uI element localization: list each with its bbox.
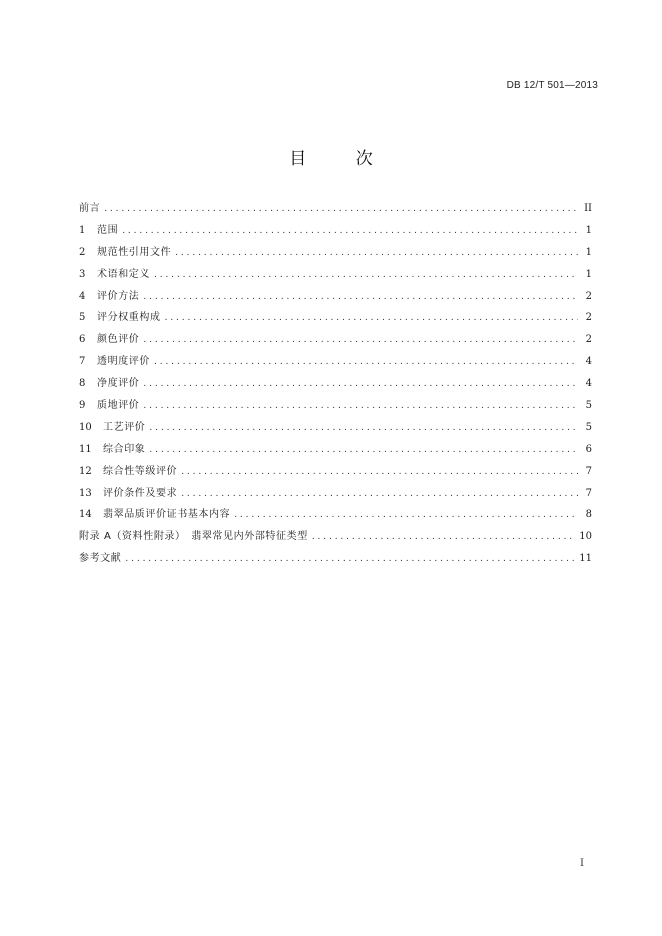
toc-entry-text: 参考文献 xyxy=(79,553,122,565)
toc-entry-text: 范围 xyxy=(97,224,119,236)
dot-leader xyxy=(312,527,575,549)
toc-entry-number: 6 xyxy=(79,334,86,346)
dot-leader xyxy=(149,418,578,440)
toc-entry-page: 5 xyxy=(585,400,592,412)
toc-entry-label xyxy=(79,373,141,395)
toc-entry-page: II xyxy=(584,203,592,214)
toc-entry-9[interactable] xyxy=(79,395,592,417)
toc-entry-number: 11 xyxy=(79,443,92,455)
toc-entry-10[interactable] xyxy=(79,417,592,439)
toc-entry-page: 1 xyxy=(585,268,592,280)
toc-entry-3[interactable] xyxy=(79,264,592,286)
dot-leader xyxy=(175,243,578,265)
toc-entry-number: 9 xyxy=(79,400,86,412)
toc-entry-page: 2 xyxy=(585,290,592,302)
toc-entry-page: 8 xyxy=(585,509,592,521)
dot-leader xyxy=(104,199,578,221)
toc-entry-text: 透明度评价 xyxy=(97,356,150,368)
dot-leader xyxy=(165,308,578,330)
dot-leader xyxy=(234,505,578,527)
toc-entry-label xyxy=(79,439,147,461)
page-title: 目 次 xyxy=(289,149,395,169)
toc-entry-number: 13 xyxy=(79,487,92,499)
dot-leader xyxy=(181,462,578,484)
toc-entry-text: 颜色评价 xyxy=(97,334,140,346)
dot-leader xyxy=(125,549,575,571)
page-number: I xyxy=(580,858,584,869)
toc-entry-text: 评分权重构成 xyxy=(97,312,161,324)
toc-entry-12[interactable] xyxy=(79,461,592,483)
toc-entry-11[interactable] xyxy=(79,439,592,461)
toc-entry-page: 2 xyxy=(585,312,592,324)
table-of-contents xyxy=(79,198,592,570)
dot-leader xyxy=(143,374,578,396)
toc-entry-page: 4 xyxy=(585,356,592,368)
toc-entry-text: 评价条件及要求 xyxy=(103,487,178,499)
toc-entry-number: 1 xyxy=(79,224,86,236)
dot-leader xyxy=(154,265,578,287)
toc-entry-label xyxy=(79,548,123,570)
toc-entry-text: 质地评价 xyxy=(97,400,140,412)
toc-entry-label xyxy=(79,461,179,483)
toc-entry-2[interactable] xyxy=(79,242,592,264)
toc-entry-text: 翡翠品质评价证书基本内容 xyxy=(103,509,231,521)
toc-entry-label xyxy=(79,242,173,264)
toc-entry-6[interactable] xyxy=(79,329,592,351)
dot-leader xyxy=(143,287,578,309)
dot-leader xyxy=(143,330,578,352)
toc-entry-page: 5 xyxy=(585,421,592,433)
toc-entry-page: 1 xyxy=(585,224,592,236)
toc-entry-13[interactable] xyxy=(79,483,592,505)
toc-entry-text: 净度评价 xyxy=(97,378,140,390)
toc-entry-number: 4 xyxy=(79,290,86,302)
dot-leader xyxy=(143,396,578,418)
toc-entry-14[interactable] xyxy=(79,504,592,526)
toc-entry-label xyxy=(79,329,141,351)
toc-entry-appendix-a[interactable] xyxy=(79,526,592,548)
toc-entry-label xyxy=(79,220,120,242)
toc-entry-label xyxy=(79,286,141,308)
toc-entry-4[interactable] xyxy=(79,286,592,308)
document-code: DB 12/T 501—2013 xyxy=(506,80,598,91)
toc-entry-page: 4 xyxy=(585,378,592,390)
dot-leader xyxy=(154,352,578,374)
toc-entry-page: 10 xyxy=(579,531,592,543)
toc-entry-number: 12 xyxy=(79,465,92,477)
toc-entry-label xyxy=(79,351,152,373)
dot-leader xyxy=(149,440,578,462)
toc-entry-text: 附录 A（资料性附录） 翡翠常见内外部特征类型 xyxy=(79,531,308,543)
toc-entry-label xyxy=(79,483,179,505)
toc-entry-text: 术语和定义 xyxy=(97,268,150,280)
toc-entry-page: 11 xyxy=(579,553,592,565)
toc-entry-text: 规范性引用文件 xyxy=(97,246,172,258)
toc-entry-number: 5 xyxy=(79,312,86,324)
toc-entry-page: 1 xyxy=(585,246,592,258)
toc-entry-page: 2 xyxy=(585,334,592,346)
toc-entry-page: 7 xyxy=(585,465,592,477)
toc-entry-1[interactable] xyxy=(79,220,592,242)
toc-entry-5[interactable] xyxy=(79,307,592,329)
toc-entry-label xyxy=(79,395,141,417)
toc-entry-text: 前言 xyxy=(79,203,101,214)
toc-entry-label xyxy=(79,526,310,548)
toc-entry-label xyxy=(79,307,163,329)
toc-entry-number: 2 xyxy=(79,246,86,258)
toc-entry-label xyxy=(79,198,102,220)
toc-entry-label xyxy=(79,264,152,286)
toc-entry-number: 8 xyxy=(79,378,86,390)
dot-leader xyxy=(122,221,578,243)
toc-entry-text: 综合性等级评价 xyxy=(103,465,178,477)
toc-entry-number: 7 xyxy=(79,356,86,368)
toc-entry-references[interactable] xyxy=(79,548,592,570)
toc-entry-foreword[interactable] xyxy=(79,198,592,220)
toc-entry-label xyxy=(79,417,147,439)
toc-entry-number: 14 xyxy=(79,509,92,521)
toc-entry-page: 7 xyxy=(585,487,592,499)
toc-entry-8[interactable] xyxy=(79,373,592,395)
toc-entry-7[interactable] xyxy=(79,351,592,373)
toc-entry-label xyxy=(79,504,232,526)
toc-entry-text: 综合印象 xyxy=(103,443,146,455)
dot-leader xyxy=(181,484,578,506)
toc-entry-number: 3 xyxy=(79,268,86,280)
toc-entry-text: 评价方法 xyxy=(97,290,140,302)
toc-entry-page: 6 xyxy=(585,443,592,455)
toc-entry-number: 10 xyxy=(79,421,92,433)
toc-entry-text: 工艺评价 xyxy=(103,421,146,433)
